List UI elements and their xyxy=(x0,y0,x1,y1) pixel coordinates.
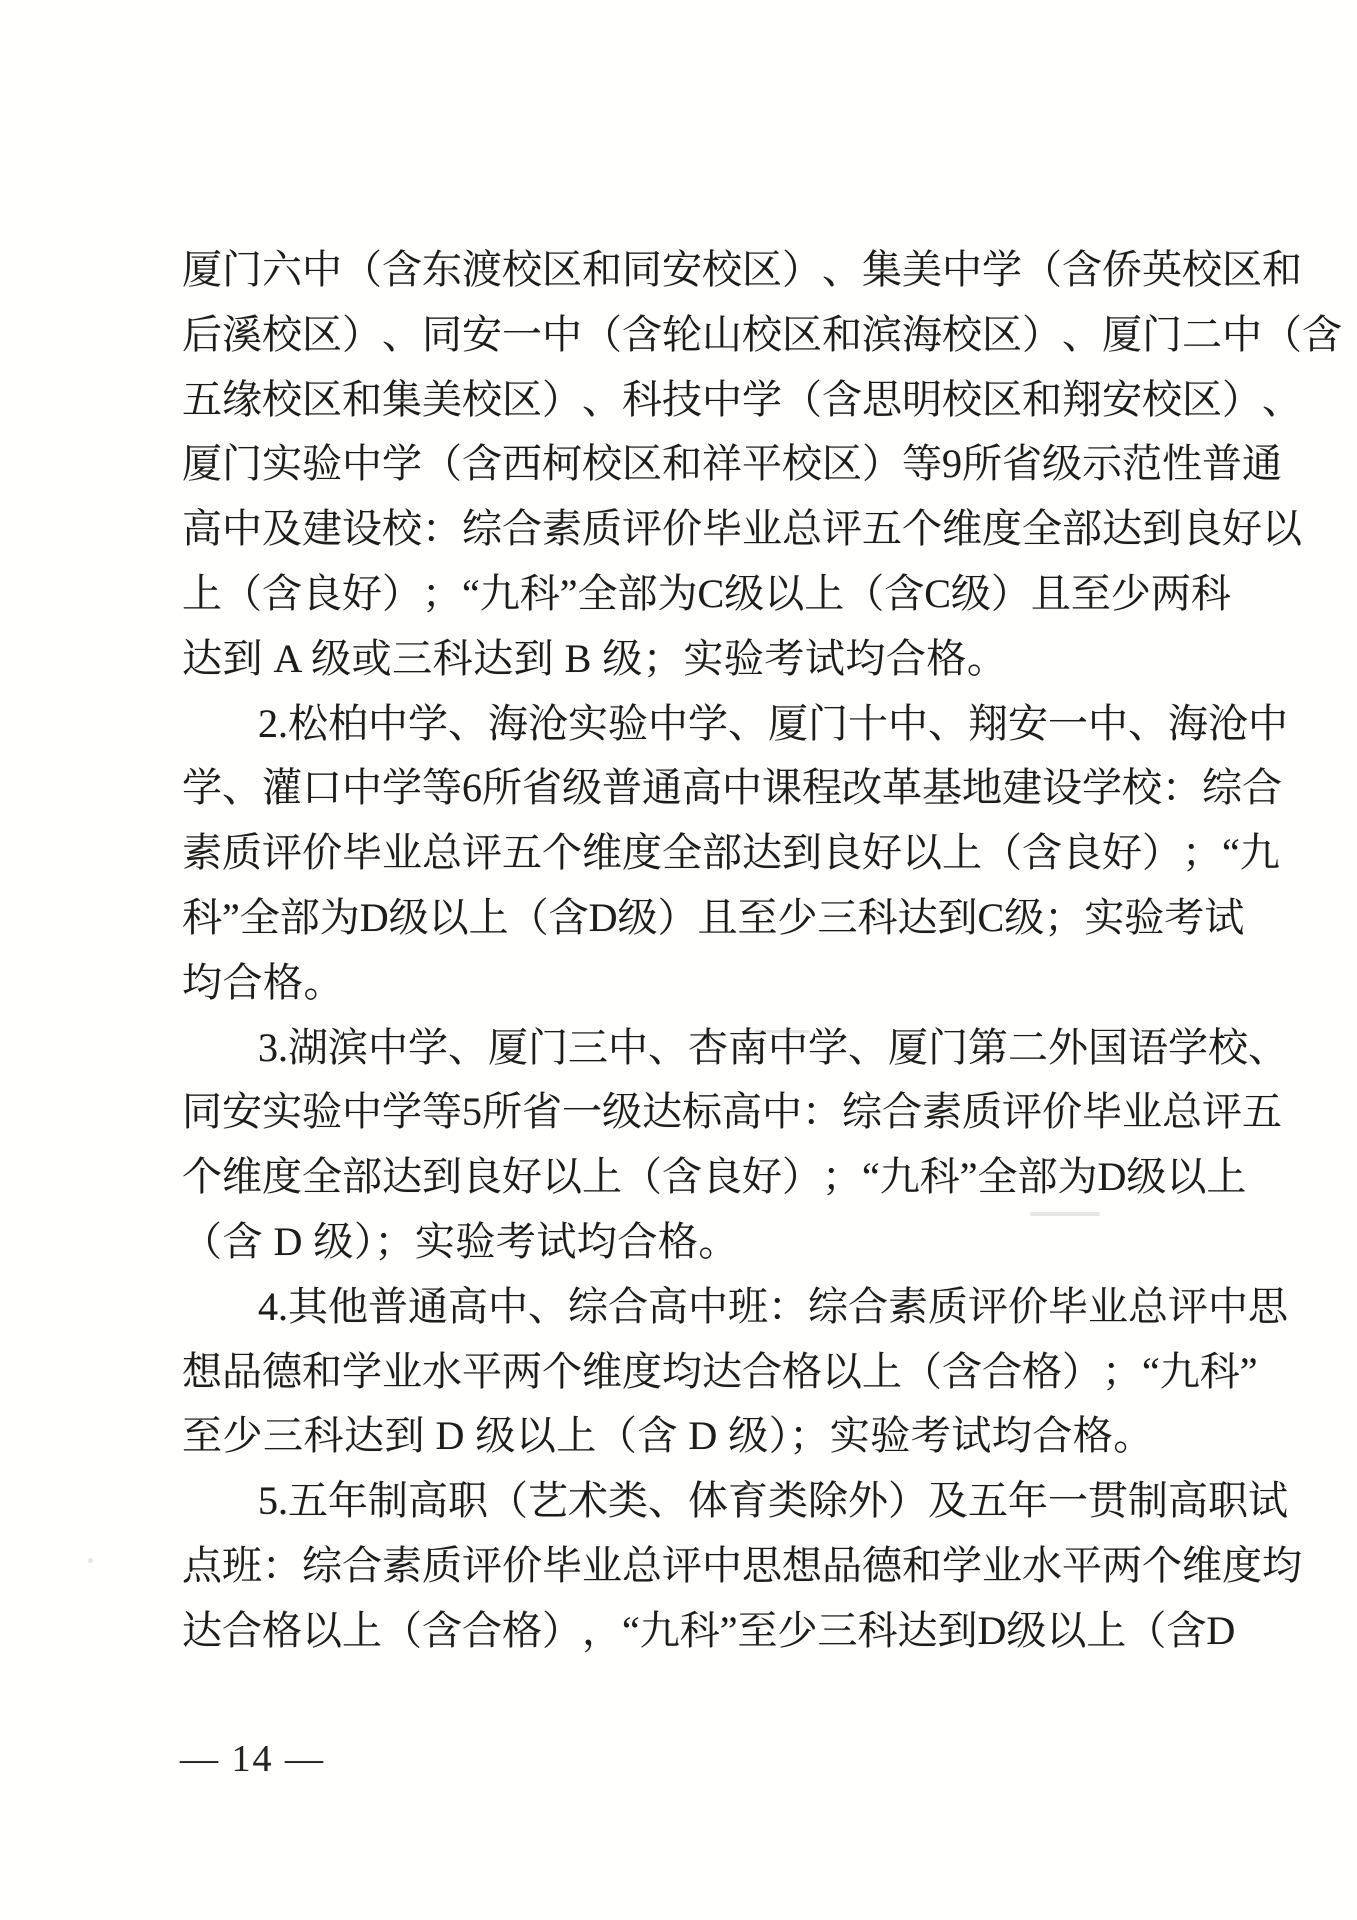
text-line: 至少三科达到 D 级以上（含 D 级）；实验考试均合格。 xyxy=(182,1413,1154,1459)
text-line: 厦 门 六 中 （ 含 东 渡 校 区 和 同 安 校 区 ） 、 集 美 中 学 （ 含 侨 英 校 区 和 xyxy=(182,247,1302,292)
text-line: 2. 松 柏 中 学 、 海 沧 实 验 中 学 、 厦 门 十 中 、 翔 安 一 中 、 海 沧 中 xyxy=(258,700,1288,746)
text-line: 想 品 德 和 学 业 水 平 两 个 维 度 均 达 合 格 以 上 （ 含 合 格 ） ； “ 九 科 ” xyxy=(182,1348,1258,1394)
text-line: 同 安 实 验 中 学 等 5 所 省 一 级 达 标 高 中 ： 综 合 素 质 评 价 毕 业 总 评 五 xyxy=(182,1089,1282,1135)
text-line: 高 中 及 建 设 校 ： 综 合 素 质 评 价 毕 业 总 评 五 个 维 度 全 部 达 到 良 好 以 xyxy=(182,506,1302,552)
scan-artifact xyxy=(1030,1212,1100,1216)
scan-artifact xyxy=(88,1558,93,1563)
document-body xyxy=(182,238,1342,1664)
text-line: 3. 湖 滨 中 学 、 厦 门 三 中 、 杏 南 中 学 、 厦 门 第 二 外 国 语 学 校 、 xyxy=(258,1024,1288,1070)
text-line: 5. 五 年 制 高 职 （ 艺 术 类 、 体 育 类 除 外 ） 及 五 年 一 贯 制 高 职 试 xyxy=(258,1478,1288,1524)
text-line: 素 质 评 价 毕 业 总 评 五 个 维 度 全 部 达 到 良 好 以 上 （ 含 良 好 ） ； “ 九 xyxy=(182,830,1280,876)
text-line: 科 ” 全 部 为 D 级 以 上 （ 含 D 级 ） 且 至 少 三 科 达 到 C 级 ； 实 验 考 试 xyxy=(182,894,1245,940)
scan-artifact xyxy=(755,1030,810,1033)
text-line: 后 溪 校 区 ） 、 同 安 一 中 （ 含 轮 山 校 区 和 滨 海 校 区 ） 、 厦 门 二 中 （ 含 xyxy=(182,311,1342,357)
text-line: 达到 A 级或三科达到 B 级；实验考试均合格。 xyxy=(182,635,1008,681)
text-line: 4. 其 他 普 通 高 中 、 综 合 高 中 班 ： 综 合 素 质 评 价 毕 业 总 评 中 思 xyxy=(258,1283,1288,1329)
text-line: 达 合 格 以 上 （ 含 合 格 ） ， “ 九 科 ” 至 少 三 科 达 到 D 级 以 上 （ 含 D xyxy=(182,1607,1236,1653)
text-line: 学 、 灌 口 中 学 等 6 所 省 级 普 通 高 中 课 程 改 革 基 地 建 设 学 校 ： 综 合 xyxy=(182,765,1282,811)
text-line: 点 班 ： 综 合 素 质 评 价 毕 业 总 评 中 思 想 品 德 和 学 业 水 平 两 个 维 度 均 xyxy=(182,1542,1302,1588)
text-line: （含 D 级）；实验考试均合格。 xyxy=(182,1218,739,1264)
page-number: — 14 — xyxy=(180,1738,325,1780)
page-footer xyxy=(180,1736,325,1782)
text-line: 厦 门 实 验 中 学 （ 含 西 柯 校 区 和 祥 平 校 区 ） 等 9 所 省 级 示 范 性 普 通 xyxy=(182,441,1282,487)
text-line: 五 缘 校 区 和 集 美 校 区 ） 、 科 技 中 学 （ 含 思 明 校 区 和 翔 安 校 区 ） 、 xyxy=(182,376,1302,422)
text-line: 均合格。 xyxy=(182,959,344,1005)
text-line: 个 维 度 全 部 达 到 良 好 以 上 （ 含 良 好 ） ； “ 九 科 ” 全 部 为 D 级 以 上 xyxy=(182,1154,1247,1200)
text-line: 上 （ 含 良 好 ） ； “ 九 科 ” 全 部 为 C 级 以 上 （ 含 C 级 ） 且 至 少 两 科 xyxy=(182,570,1231,616)
